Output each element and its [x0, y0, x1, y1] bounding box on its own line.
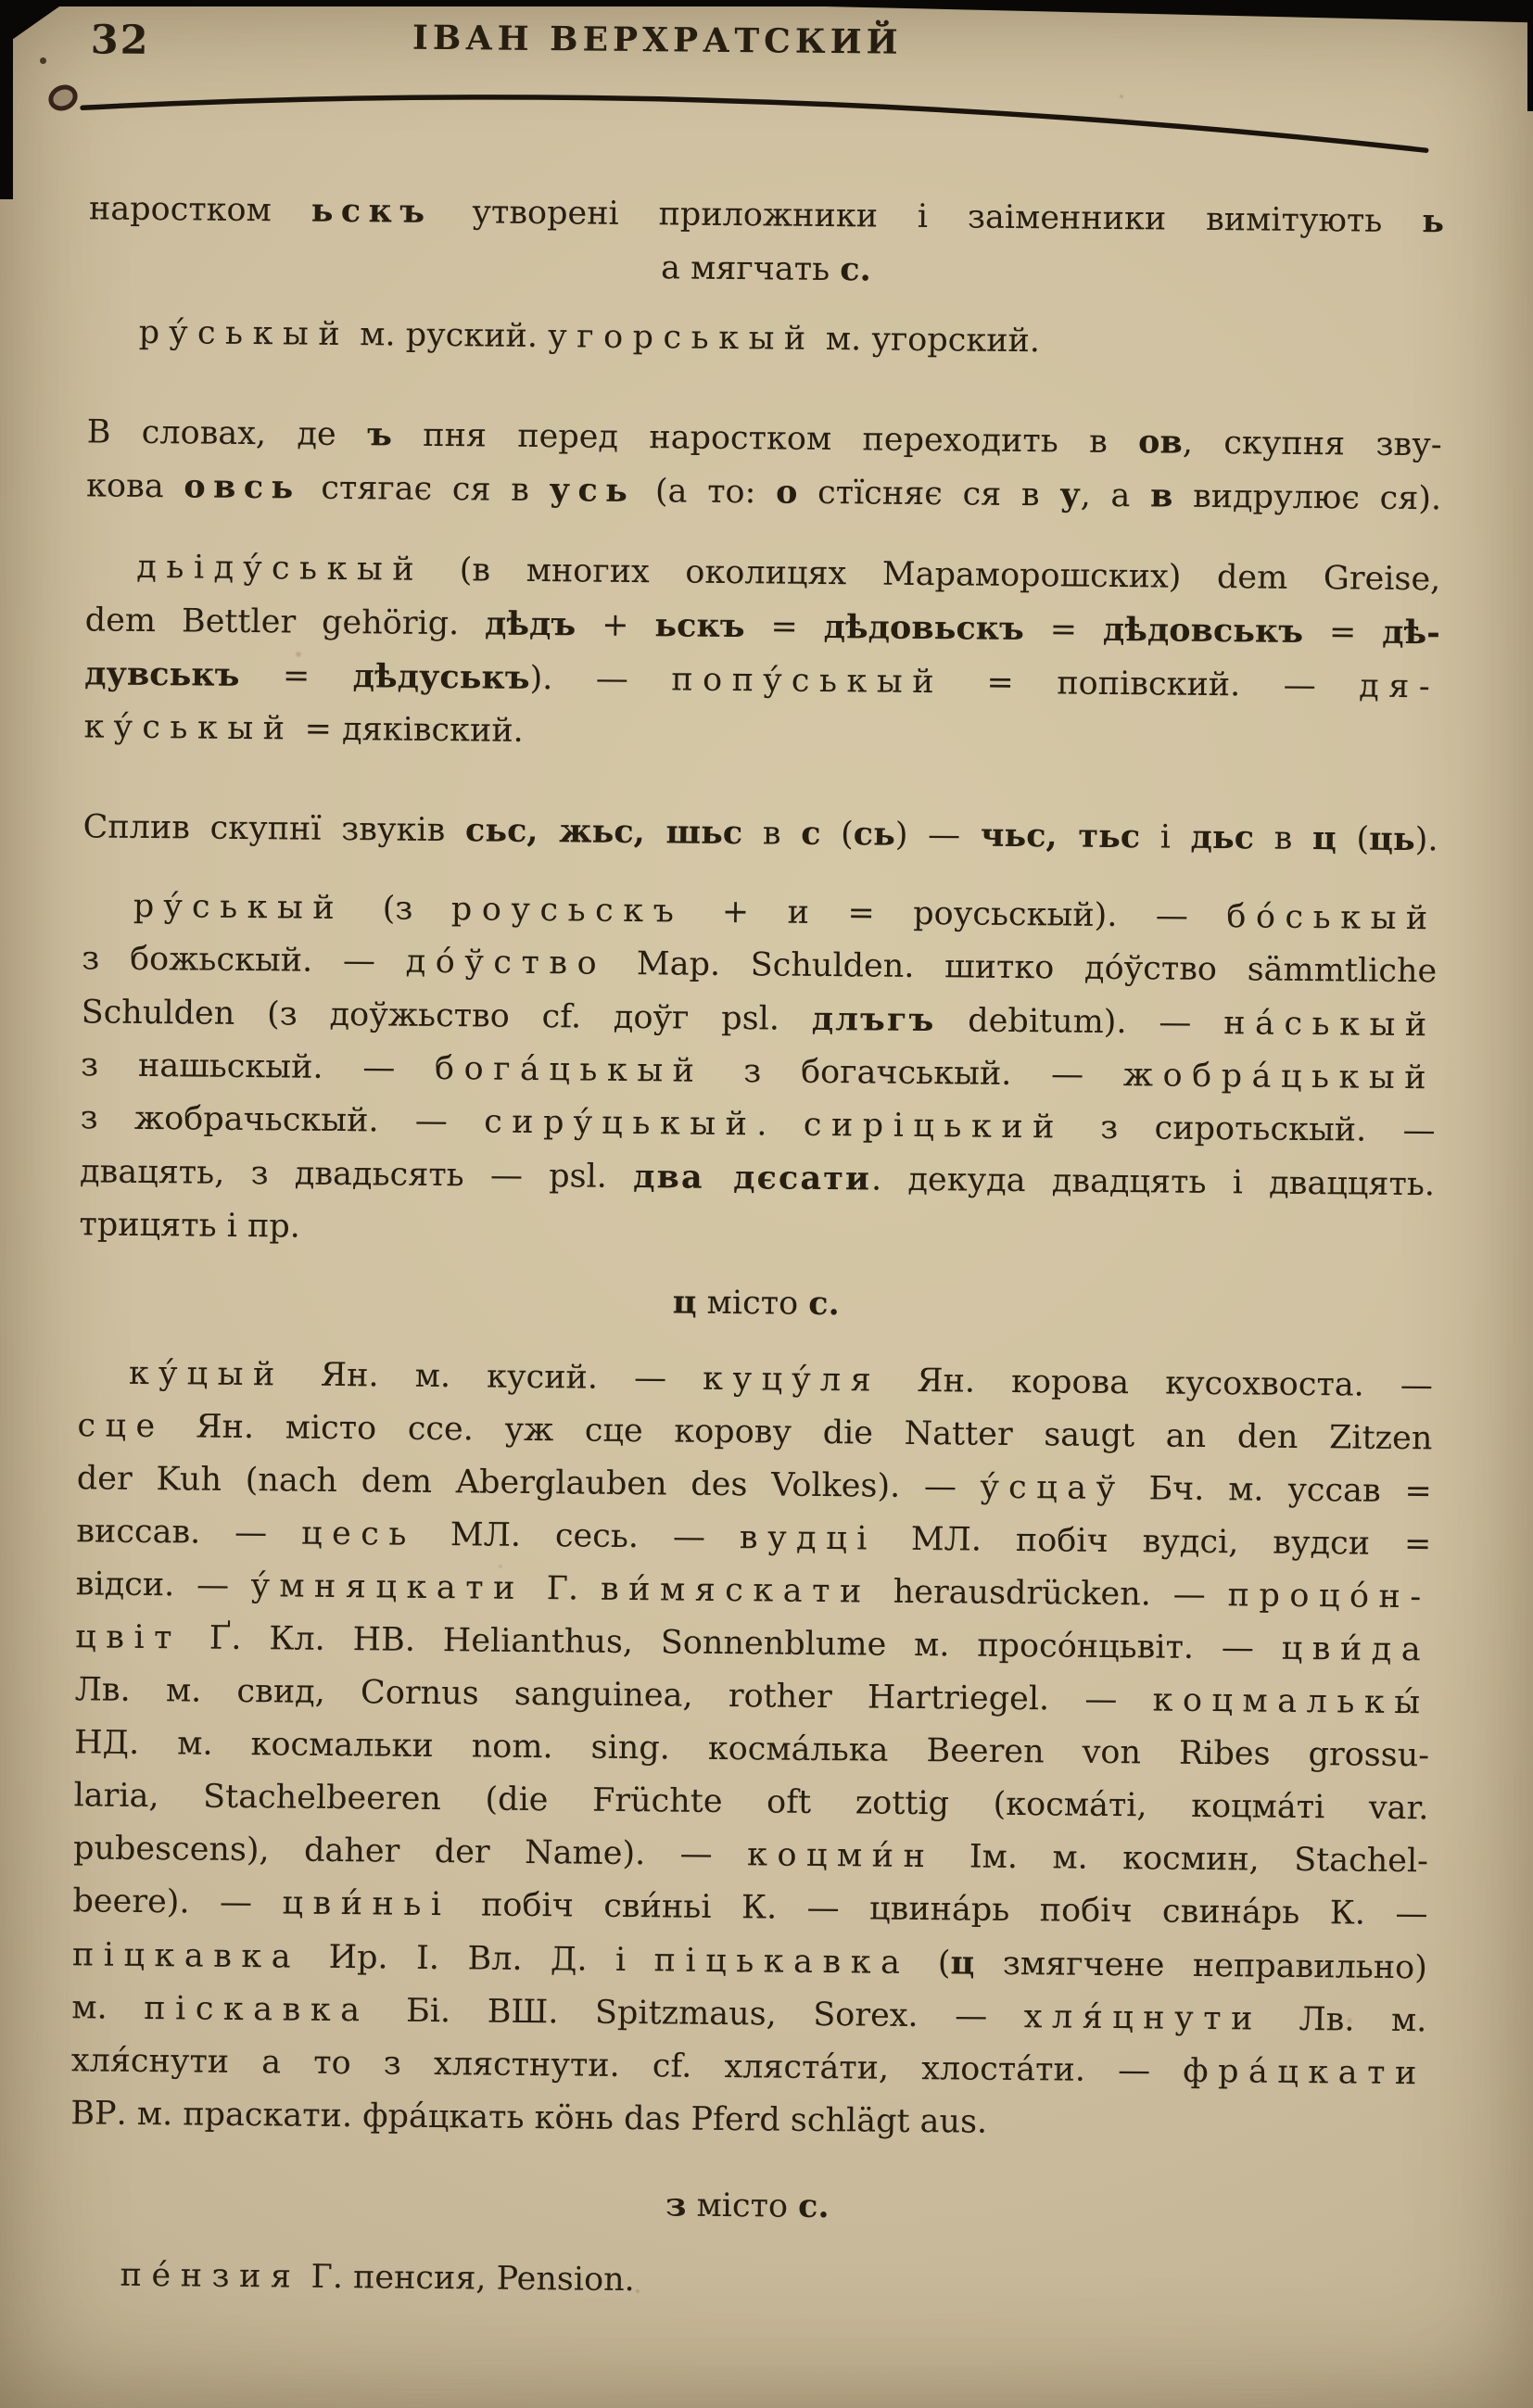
- text-run: ýмняцкати: [250, 1567, 526, 1607]
- text-run: усь: [549, 471, 636, 511]
- text-run: Ир. І. Вл. Д. і: [299, 1938, 654, 1980]
- text-run: (: [820, 815, 854, 854]
- text-run: в: [1253, 819, 1313, 858]
- text-run: В словах, де: [86, 413, 368, 454]
- text-run: с.: [808, 1284, 840, 1324]
- text-run: цви́ньі: [282, 1884, 451, 1924]
- text-run: овсь: [184, 467, 301, 507]
- text-run: , а: [1080, 476, 1151, 515]
- text-run: сирýцькый: [483, 1103, 757, 1144]
- text-run: Бч. м. уссав =: [1124, 1470, 1432, 1511]
- text-run: МЛ. сесь. —: [415, 1515, 741, 1557]
- text-run: фрáцкати: [1182, 2052, 1426, 2093]
- text-run: жобрáцькый: [1122, 1057, 1437, 1097]
- text-run: сце: [77, 1407, 165, 1446]
- text-run: дьс: [1190, 817, 1255, 857]
- text-run: угорськый: [547, 318, 816, 358]
- text-run: у: [1059, 475, 1081, 514]
- text-run: відси. —: [75, 1565, 252, 1605]
- text-run: піцькавка: [653, 1942, 910, 1982]
- text-run: дóўство: [405, 943, 607, 982]
- text-run: (а то:: [635, 473, 777, 512]
- text-run: сь: [853, 815, 896, 854]
- text-run: laria, Stachelbeeren (die Früchte oft zottig (космáті, коцмáті var.: [73, 1777, 1429, 1828]
- text-run: =: [1302, 613, 1383, 652]
- text-run: = дяківский.: [294, 710, 524, 750]
- scan-edge-right: [1527, 0, 1533, 111]
- text-run: з сиротьскый. —: [1063, 1109, 1436, 1150]
- text-run: кýськый: [83, 708, 295, 748]
- text-run: .: [756, 1106, 805, 1144]
- text-line: [87, 306, 1442, 372]
- text-run: богáцькый: [434, 1049, 704, 1090]
- text-run: наростком: [88, 190, 311, 230]
- text-run: сьс, жьс, шьс: [464, 811, 743, 853]
- text-run: попýськый: [671, 661, 944, 702]
- text-run: pubescens), daher der Name). —: [72, 1830, 748, 1874]
- text-run: =: [1023, 611, 1104, 649]
- text-run: пня перед наростком переходить в: [391, 416, 1139, 462]
- text-run: Г.: [524, 1569, 602, 1608]
- text-run: (: [1336, 820, 1370, 858]
- text-run: ).: [1414, 821, 1438, 859]
- text-run: цесь: [300, 1515, 417, 1553]
- text-run: Schulden (з доўжьство cf. доўг psl.: [81, 994, 812, 1038]
- text-run: ц: [950, 1944, 975, 1983]
- text-run: ) —: [894, 816, 981, 855]
- text-run: о: [775, 473, 798, 512]
- text-run: ц: [672, 1283, 697, 1322]
- text-run: змягчене неправильно): [974, 1945, 1428, 1987]
- text-run: Мар. Schulden. шитко дóўство sämmtliche: [605, 944, 1438, 991]
- text-run: місто: [696, 1284, 809, 1323]
- text-run: куцýля: [702, 1360, 881, 1400]
- text-run: Сплив скупнї звуків: [82, 808, 466, 850]
- text-run: ь: [1422, 202, 1445, 241]
- running-title: ІВАН ВЕРХРАТСКИЙ: [412, 18, 903, 62]
- text-run: ви́мяскати: [600, 1570, 872, 1611]
- text-run: бóськый: [1226, 898, 1438, 938]
- text-run: нáськый: [1223, 1005, 1437, 1045]
- text-run: ВР. м. праскати. фрáцкать кöнь das Pferd schlägt aus.: [70, 2095, 988, 2141]
- text-line: [69, 2249, 1424, 2314]
- text-run: утворені приложники і заіменники вимітують: [432, 193, 1423, 241]
- text-run: = попівский. —: [943, 664, 1360, 705]
- text-run: Ґ. Кл. НВ. Helianthus, Sonnenblume м. просóнцьвіт. —: [181, 1619, 1282, 1667]
- text-run: рýськый: [133, 887, 345, 928]
- text-run: ц: [1311, 819, 1337, 858]
- text-run: рýськый: [138, 313, 350, 354]
- text-run: Ім. м. космин, Stachel-: [934, 1838, 1429, 1881]
- text-run: ъ: [366, 415, 393, 454]
- text-run: +: [576, 606, 655, 645]
- text-run: Ян. місто ссе. уж сце корову die Natter saugt an den Zitzen: [164, 1408, 1433, 1458]
- text-run: der Kuh (nach dem Aberglauben des Volkes). —: [76, 1460, 981, 1506]
- scan-edge-top: [0, 0, 919, 6]
- scan-edge-top-right: [825, 0, 1533, 23]
- text-run: Г. пенсия, Pension.: [300, 2258, 635, 2300]
- text-run: дѣдуськъ: [352, 657, 530, 697]
- text-run: чьс, тьс: [980, 816, 1141, 856]
- text-run: роусьскъ: [450, 891, 684, 931]
- text-run: трицять і пр.: [79, 1206, 301, 1246]
- text-run: ов: [1137, 423, 1184, 462]
- text-run: ). —: [529, 659, 672, 699]
- text-run: + и = роусьскый). —: [683, 893, 1227, 936]
- text-run: м. угорский.: [815, 320, 1041, 361]
- text-run: дя-: [1358, 667, 1440, 706]
- text-run: пéнзия: [120, 2256, 301, 2296]
- text-run: длъгъ: [811, 999, 936, 1040]
- text-run: вудці: [739, 1519, 878, 1558]
- text-run: стїсняє ся в: [797, 474, 1060, 514]
- text-run: Ян. корова кусохвоста. —: [881, 1362, 1434, 1405]
- text-run: з нашьскый. —: [80, 1046, 436, 1087]
- text-run: хля́снути а то з хлястнути. cf. хлястáти, хлостáти. —: [70, 2042, 1184, 2090]
- text-run: з богачськый. —: [703, 1052, 1124, 1095]
- text-run: сиріцький: [803, 1106, 1065, 1147]
- text-run: herausdrücken. —: [870, 1573, 1228, 1615]
- text-run: (з: [344, 890, 452, 929]
- text-run: два дєсати: [632, 1158, 872, 1198]
- text-run: дѣдовськъ: [1102, 610, 1304, 651]
- text-run: видрулює ся).: [1172, 477, 1442, 518]
- ink-speck: [40, 57, 46, 64]
- text-run: dem Bettler gehörig.: [84, 602, 486, 643]
- text-run: , скупня зву-: [1182, 424, 1442, 464]
- text-line: [70, 2173, 1425, 2239]
- text-run: =: [744, 608, 824, 646]
- ink-blot: [44, 81, 82, 116]
- text-run: ýсцаў: [980, 1468, 1125, 1508]
- text-run: ьскъ: [654, 606, 745, 646]
- text-run: процóн-: [1227, 1577, 1431, 1616]
- text-run: =: [239, 656, 353, 696]
- text-run: ьскъ: [310, 191, 433, 231]
- text-run: дѣдовьскъ: [823, 607, 1025, 649]
- text-run: в: [742, 815, 802, 853]
- text-run: (в многих околицях Мараморошских) dem Greise,: [423, 551, 1441, 599]
- text-line: [82, 800, 1438, 867]
- text-run: і: [1139, 818, 1191, 856]
- text-run: МЛ. побіч вудсі, вудси =: [876, 1520, 1432, 1564]
- text-run: дьідýськый: [136, 548, 424, 589]
- text-run: м.: [71, 1989, 145, 2028]
- text-run: з божьскый. —: [82, 940, 406, 981]
- text-run: beere). —: [72, 1882, 283, 1922]
- text-run: debitum). —: [935, 1002, 1224, 1043]
- text-run: Лв. м. свид, Cornus sanguinea, rother Hartriegel. —: [74, 1671, 1153, 1719]
- text-line: [78, 1270, 1433, 1337]
- text-run: дѣдъ: [484, 604, 576, 644]
- header-rule: [79, 85, 1442, 172]
- text-run: . декуда двадцять і дваццять.: [870, 1160, 1436, 1204]
- text-run: Ян. м. кусий. —: [284, 1356, 703, 1398]
- text-run: м. руский.: [348, 316, 549, 356]
- text-run: дувськъ: [84, 654, 240, 694]
- text-run: побіч сви́ньі К. — цвинáрь побіч свинáрь К. —: [450, 1886, 1428, 1933]
- text-run: двацять, з двадьсять — psl.: [79, 1153, 634, 1197]
- page-body: [69, 182, 1444, 2314]
- text-run: НД. м. космальки nom. sing. космáлька Beeren von Ribes grossu-: [73, 1724, 1430, 1775]
- text-run: хля́цнути: [1023, 1998, 1263, 2038]
- text-run: коцмалькы́: [1152, 1681, 1430, 1722]
- text-run: коцми́н: [746, 1836, 935, 1876]
- text-run: стягає ся в: [300, 469, 550, 510]
- text-run: виссав. —: [76, 1513, 302, 1553]
- text-run: місто: [686, 2186, 799, 2225]
- text-run: кова: [85, 467, 184, 506]
- text-run: в: [1149, 476, 1173, 515]
- text-run: цви́да: [1281, 1629, 1431, 1669]
- page-number: 32: [90, 17, 150, 64]
- text-run: (: [909, 1944, 951, 1983]
- text-run: кýцый: [128, 1354, 285, 1394]
- text-run: Лв. м.: [1261, 2000, 1427, 2040]
- text-run: цвіт: [75, 1618, 183, 1657]
- text-run: с.: [797, 2186, 830, 2226]
- text-run: піскавка: [144, 1990, 370, 2030]
- text-run: а мягчать: [660, 249, 841, 289]
- text-run: з: [665, 2186, 687, 2224]
- text-run: з жобрачьскый. —: [80, 1099, 485, 1141]
- text-run: с.: [840, 250, 871, 289]
- text-run: Бі. ВШ. Spitzmaus, Sorex. —: [369, 1992, 1024, 2036]
- text-run: піцкавка: [71, 1936, 301, 1976]
- text-run: с: [800, 814, 821, 853]
- text-run: дѣ-: [1382, 613, 1440, 653]
- text-run: ць: [1368, 819, 1415, 859]
